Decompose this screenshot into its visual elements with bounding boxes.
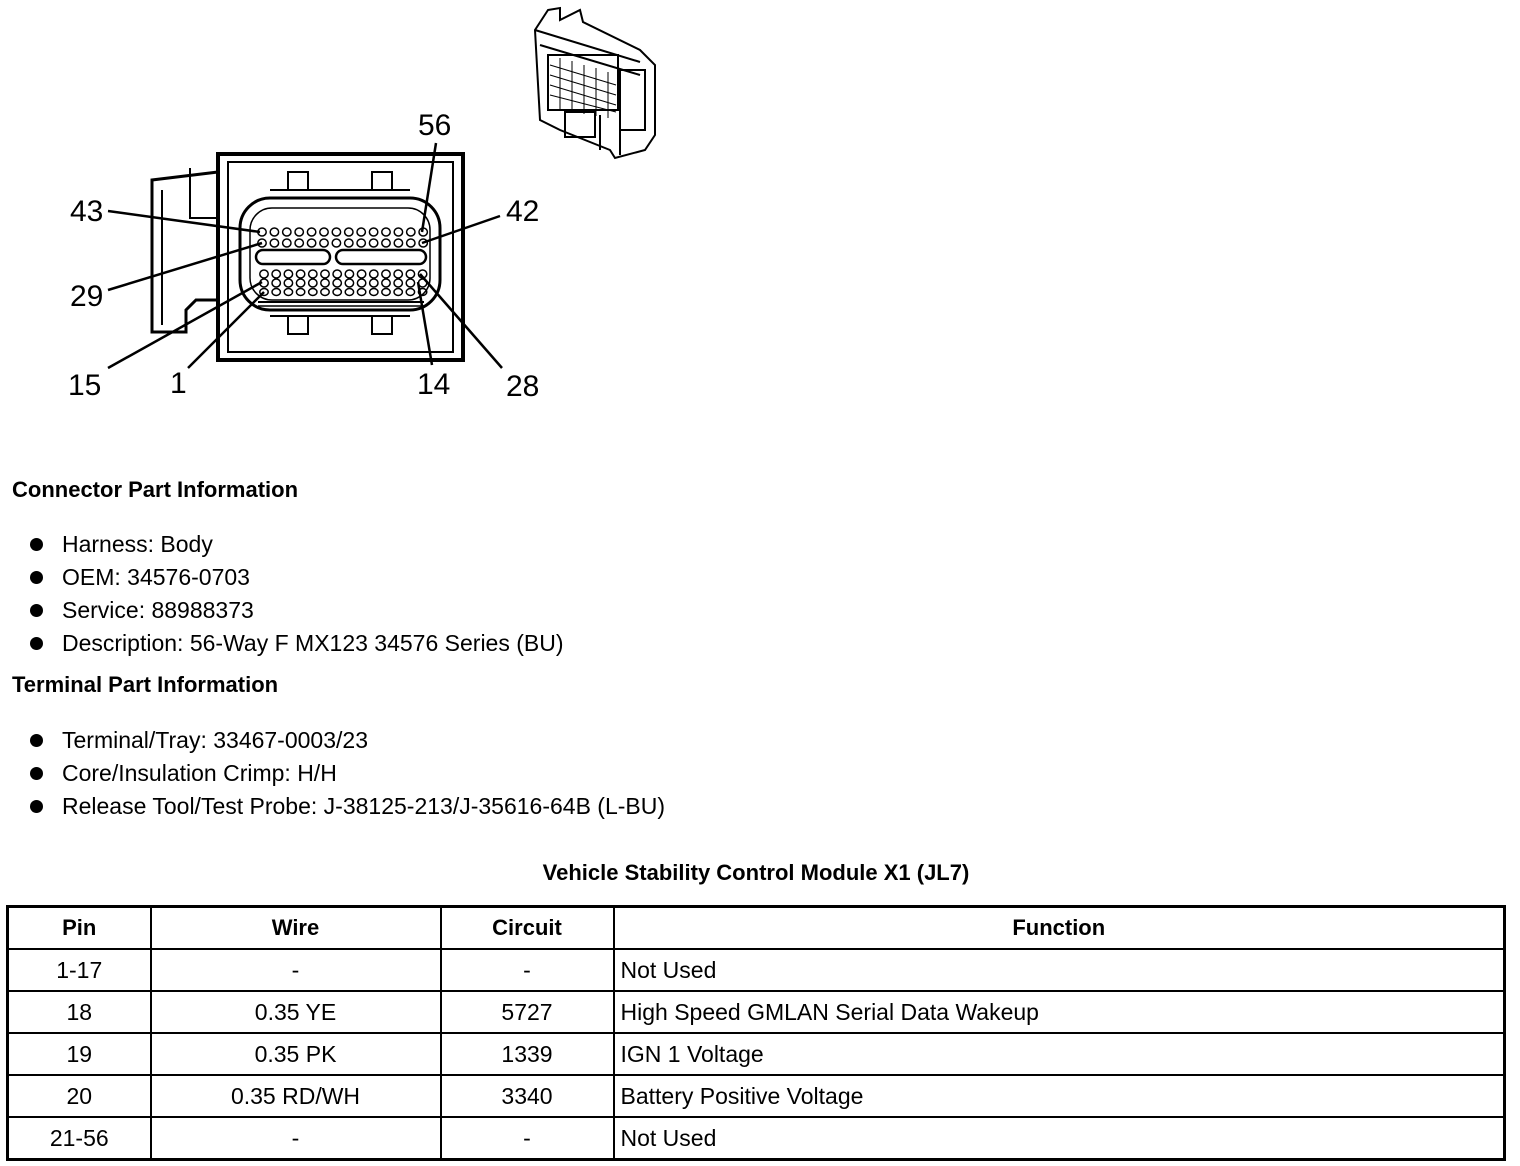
pin-cavity (272, 289, 280, 296)
list-item (30, 724, 665, 757)
cell-wire: 0.35 YE (151, 991, 441, 1033)
pin-cavity (321, 270, 329, 278)
pin-cavity (394, 239, 402, 247)
pin-cavity (345, 270, 353, 278)
pin-cavity (320, 228, 328, 236)
pin-cavity (284, 270, 292, 278)
cell-wire: - (151, 949, 441, 991)
cell-function: IGN 1 Voltage (614, 1033, 1505, 1075)
list-item-text: Release Tool/Test Probe: J-38125-213/J-35616-64B (L-BU) (62, 793, 666, 819)
list-item (30, 528, 564, 561)
pin-cavity (270, 239, 278, 247)
pin-cavity (320, 239, 328, 247)
pin-cavity (284, 289, 292, 296)
cell-pin: 20 (8, 1075, 151, 1117)
bullet-icon (30, 637, 43, 650)
pin-cavity (394, 270, 402, 278)
bullet-icon (30, 800, 43, 813)
cell-circuit: 3340 (441, 1075, 614, 1117)
cell-wire: - (151, 1117, 441, 1160)
pin-cavity (406, 289, 414, 296)
pin-cavity (309, 279, 317, 287)
pin-cavity (283, 239, 291, 247)
pin-cavity (407, 239, 415, 247)
pin-cavity (394, 279, 402, 287)
list-item-text: OEM: 34576-0703 (62, 564, 250, 590)
connector-diagram (0, 0, 700, 420)
cell-pin: 19 (8, 1033, 151, 1075)
pin-cavity (295, 239, 303, 247)
connector-part-info-heading: Connector Part Information (12, 477, 299, 502)
connector-cavities (258, 228, 428, 296)
pin-cavity (321, 289, 329, 296)
pinout-table (6, 905, 1506, 1161)
pin-cavity (394, 289, 402, 296)
table-header-row (8, 907, 1505, 950)
pin-cavity (296, 270, 304, 278)
list-item (30, 594, 564, 627)
pin-cavity (321, 279, 329, 287)
pin-cavity (345, 239, 353, 247)
pin-cavity (382, 239, 390, 247)
bullet-icon (30, 571, 43, 584)
list-item-text: Harness: Body (62, 531, 213, 557)
pin-cavity (345, 279, 353, 287)
pin-cavity (357, 228, 365, 236)
table-row (8, 949, 1505, 991)
list-item-text: Service: 88988373 (62, 597, 254, 623)
pin-cavity (370, 279, 378, 287)
pin-cavity (307, 228, 315, 236)
cell-function: Not Used (614, 1117, 1505, 1160)
pin-cavity (296, 289, 304, 296)
pin-cavity (357, 289, 365, 296)
pin-cavity (332, 239, 340, 247)
pin-label-14: 14 (417, 368, 451, 401)
cell-circuit: 1339 (441, 1033, 614, 1075)
list-item-text: Description: 56-Way F MX123 34576 Series (BU) (62, 630, 564, 656)
terminal-part-info-heading: Terminal Part Information (12, 672, 279, 697)
bullet-icon (30, 538, 43, 551)
table-row (8, 1117, 1505, 1160)
pin-cavity (284, 279, 292, 287)
pin-cavity (272, 270, 280, 278)
cell-circuit: 5727 (441, 991, 614, 1033)
bullet-icon (30, 604, 43, 617)
pin-cavity (357, 270, 365, 278)
pin-cavity (332, 228, 340, 236)
pin-label-15: 15 (68, 369, 102, 402)
cell-wire: 0.35 RD/WH (151, 1075, 441, 1117)
pin-cavity (309, 289, 317, 296)
cell-pin: 18 (8, 991, 151, 1033)
cell-circuit: - (441, 949, 614, 991)
pin-cavity (307, 239, 315, 247)
column-header-function: Function (614, 907, 1505, 950)
pin-cavity (309, 270, 317, 278)
list-item-text: Terminal/Tray: 33467-0003/23 (62, 727, 368, 753)
table-row (8, 991, 1505, 1033)
list-item (30, 627, 564, 660)
pin-label-29: 29 (70, 280, 104, 313)
connector-part-info-list (30, 528, 564, 660)
column-header-wire: Wire (151, 907, 441, 950)
pin-cavity (345, 228, 353, 236)
connector-front-view (152, 154, 463, 360)
pin-cavity (260, 270, 268, 278)
table-row (8, 1033, 1505, 1075)
pin-cavity (357, 239, 365, 247)
pin-cavity (333, 289, 341, 296)
pin-cavity (382, 279, 390, 287)
pin-cavity (407, 228, 415, 236)
cell-function: High Speed GMLAN Serial Data Wakeup (614, 991, 1505, 1033)
pin-label-28: 28 (506, 370, 540, 403)
pin-cavity (270, 228, 278, 236)
pin-cavity (382, 228, 390, 236)
pin-cavity (357, 279, 365, 287)
pin-cavity (296, 279, 304, 287)
pin-cavity (345, 289, 353, 296)
bullet-icon (30, 734, 43, 747)
pin-cavity (283, 228, 291, 236)
table-title: Vehicle Stability Control Module X1 (JL7) (542, 860, 970, 885)
pin-cavity (333, 270, 341, 278)
list-item (30, 561, 564, 594)
pin-label-43: 43 (70, 195, 104, 228)
list-item (30, 757, 665, 790)
pin-cavity (370, 270, 378, 278)
pin-label-42: 42 (506, 195, 540, 228)
column-header-circuit: Circuit (441, 907, 614, 950)
pin-cavity (382, 289, 390, 296)
pin-cavity (333, 279, 341, 287)
pin-label-1: 1 (170, 367, 187, 400)
cell-circuit: - (441, 1117, 614, 1160)
list-item-text: Core/Insulation Crimp: H/H (62, 760, 337, 786)
pin-cavity (272, 279, 280, 287)
pin-cavity (369, 239, 377, 247)
pin-cavity (406, 279, 414, 287)
cell-function: Battery Positive Voltage (614, 1075, 1505, 1117)
column-header-pin: Pin (8, 907, 151, 950)
pin-cavity (370, 289, 378, 296)
table-row (8, 1075, 1505, 1117)
cell-function: Not Used (614, 949, 1505, 991)
pin-label-56: 56 (418, 109, 452, 142)
pin-cavity (369, 228, 377, 236)
cell-wire: 0.35 PK (151, 1033, 441, 1075)
pin-cavity (406, 270, 414, 278)
cell-pin: 1-17 (8, 949, 151, 991)
pin-cavity (382, 270, 390, 278)
bullet-icon (30, 767, 43, 780)
terminal-part-info-list (30, 724, 665, 823)
connector-isometric-illustration (535, 8, 655, 158)
list-item (30, 790, 665, 823)
cell-pin: 21-56 (8, 1117, 151, 1160)
pin-cavity (295, 228, 303, 236)
pin-cavity (394, 228, 402, 236)
